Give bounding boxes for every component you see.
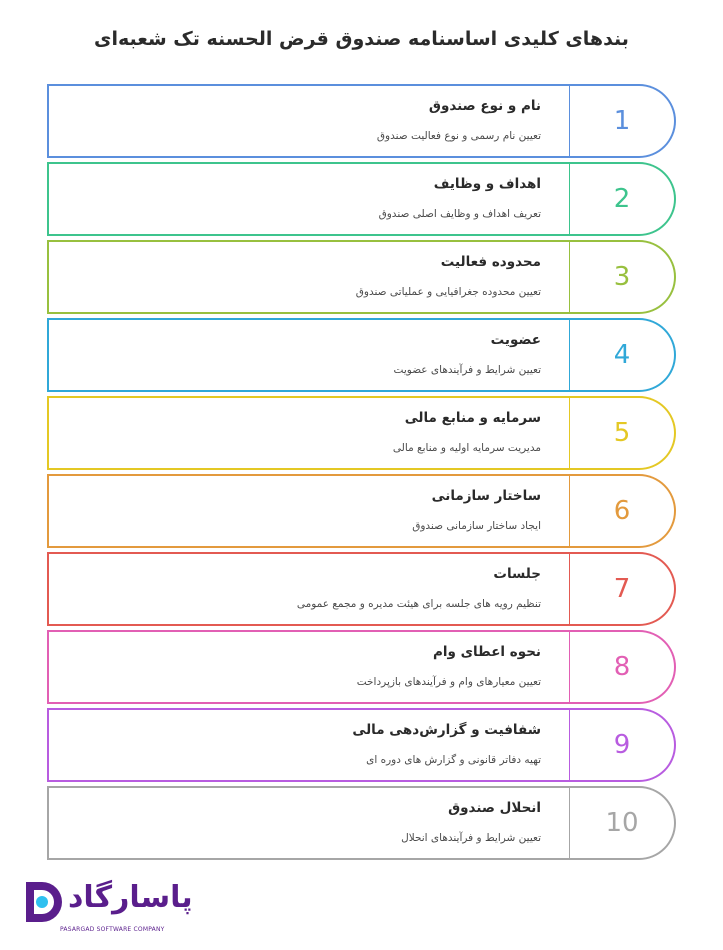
step-number: 10 [570,786,676,860]
step-description: تعیین معیارهای وام و فرآیندهای بازپرداخت [356,676,541,688]
step-description: تعیین محدوده جغرافیایی و عملیاتی صندوق [355,286,541,298]
step-description: تعیین نام رسمی و نوع فعالیت صندوق [376,130,541,142]
step-description: تعریف اهداف و وظایف اصلی صندوق [378,208,541,220]
step-number: 9 [570,708,676,782]
step-card [47,240,571,314]
step-row [47,162,677,236]
step-number: 3 [570,240,676,314]
step-card [47,474,571,548]
step-card [47,786,571,860]
step-row [47,84,677,158]
step-row [47,240,677,314]
step-description: تعیین شرایط و فرآیندهای انحلال [401,832,541,844]
step-number: 4 [570,318,676,392]
step-title: اهداف و وظایف [433,176,541,192]
step-row [47,786,677,860]
step-row [47,708,677,782]
step-number: 6 [570,474,676,548]
step-title: عضویت [490,332,541,348]
step-description: ایجاد ساختار سازمانی صندوق [412,520,541,532]
step-card [47,318,571,392]
step-card [47,630,571,704]
step-title: محدوده فعالیت [440,254,541,270]
steps-list [47,84,677,864]
page-title: بندهای کلیدی اساسنامه صندوق قرض الحسنه تک شعبه‌ای [94,28,629,50]
step-title: نحوه اعطای وام [433,644,541,660]
step-title: شفافیت و گزارش‌دهی مالی [352,722,541,738]
step-row [47,318,677,392]
step-title: انحلال صندوق [448,800,541,816]
step-number: 8 [570,630,676,704]
step-title: جلسات [493,566,541,582]
step-number: 1 [570,84,676,158]
logo-mark-icon [20,878,64,926]
step-card [47,162,571,236]
logo-subtitle: PASARGAD SOFTWARE COMPANY [60,926,165,933]
step-number: 5 [570,396,676,470]
step-description: مدیریت سرمایه اولیه و منابع مالی [392,442,541,454]
step-card [47,552,571,626]
step-row [47,630,677,704]
step-row [47,396,677,470]
step-description: تنظیم رویه های جلسه برای هیئت مدیره و مجمع عمومی [296,598,541,610]
step-number: 2 [570,162,676,236]
step-card [47,396,571,470]
step-card [47,708,571,782]
step-description: تعیین شرایط و فرآیندهای عضویت [393,364,541,376]
step-title: نام و نوع صندوق [428,98,541,114]
step-row [47,474,677,548]
step-row [47,552,677,626]
step-card [47,84,571,158]
company-logo [20,876,193,940]
logo-wordmark: پاسارگاد [68,880,193,915]
step-description: تهیه دفاتر قانونی و گزارش های دوره ای [366,754,541,766]
step-title: ساختار سازمانی [431,488,541,504]
step-number: 7 [570,552,676,626]
step-title: سرمایه و منابع مالی [404,410,541,426]
